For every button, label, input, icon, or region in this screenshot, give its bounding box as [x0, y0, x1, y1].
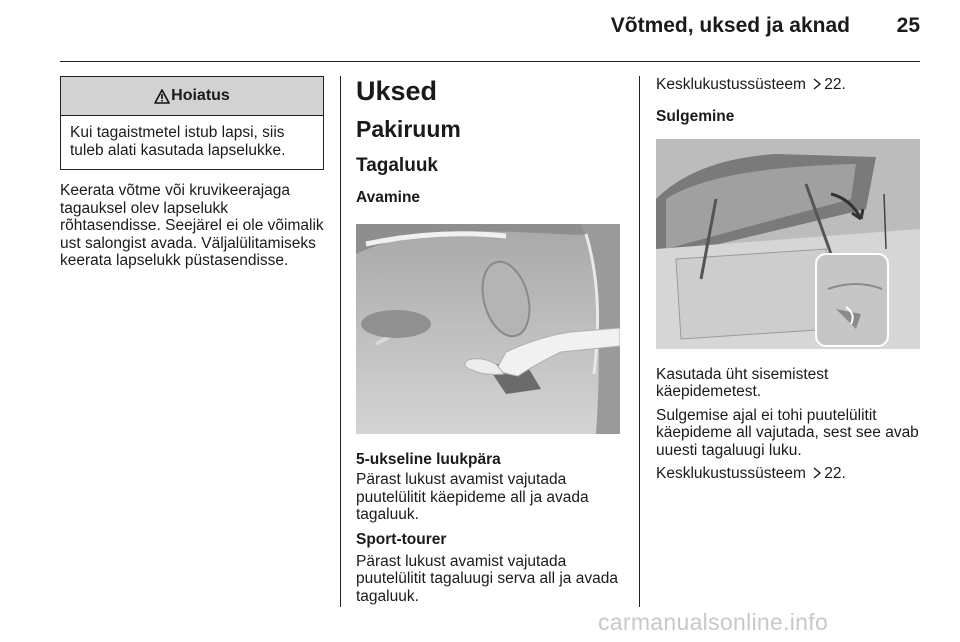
column-3	[656, 76, 920, 483]
heading-sport-tourer: Sport-tourer	[356, 530, 447, 548]
column-divider-1	[340, 76, 341, 607]
page-reference-arrow-icon	[812, 78, 822, 90]
column-divider-2	[639, 76, 640, 607]
column-2	[356, 76, 620, 605]
warning-triangle-icon	[154, 89, 170, 104]
warning-header	[61, 77, 323, 116]
heading-opening: Avamine	[356, 189, 421, 206]
closing-text-2: Sulgemise ajal ei tohi puutelülitit käepideme all vajutada, sest see avab uuesti tagaluugi luku.	[656, 406, 919, 459]
warning-title: Hoiatus	[171, 87, 230, 104]
warning-text: Kui tagaistmetel istub lapsi, siis tuleb alati kasutada lapselukke.	[70, 124, 286, 159]
watermark: carmanualsonline.info	[598, 609, 829, 635]
heading-doors: Uksed	[356, 76, 438, 106]
page-number: 25	[896, 14, 920, 37]
tailgate-opening-photo	[356, 224, 620, 434]
tailgate-opening-illustration	[356, 224, 620, 434]
xref-page: 22.	[824, 465, 846, 482]
page-reference-arrow-icon	[812, 467, 822, 479]
xref-page: 22.	[824, 76, 846, 93]
five-door-text: Pärast lukust avamist vajutada puutelülitit käepideme all ja avada tagaluuk.	[356, 471, 589, 523]
xref-central-locking-bottom[interactable]	[656, 465, 920, 483]
tailgate-closing-photo	[656, 139, 920, 349]
header-rule	[60, 61, 920, 62]
child-lock-paragraph: Keerata võtme või kruvikeerajaga tagauksel olev lapselukk rõhtasendisse. Seejärel ei ole võimalik ust salongist avada. Väljalülitamiseks keerata lapselukk püstasendisse.	[60, 182, 324, 269]
tailgate-closing-illustration	[656, 139, 920, 349]
closing-text-1: Kasutada üht sisemistest käepidemetest.	[656, 365, 829, 400]
heading-luggage: Pakiruum	[356, 116, 461, 142]
heading-closing: Sulgemine	[656, 107, 735, 125]
warning-box	[60, 76, 324, 170]
sport-tourer-text: Pärast lukust avamist vajutada puutelülitit tagaluugi serva all ja avada tagaluuk.	[356, 552, 618, 605]
xref-label: Kesklukustussüsteem	[656, 76, 806, 93]
column-1	[60, 76, 324, 270]
running-header-title: Võtmed, uksed ja aknad	[610, 14, 850, 37]
xref-central-locking-top[interactable]	[656, 76, 920, 94]
xref-label: Kesklukustussüsteem	[656, 465, 806, 482]
heading-five-door: 5-ukseline luukpära	[356, 451, 501, 468]
heading-tailgate: Tagaluuk	[356, 155, 438, 176]
